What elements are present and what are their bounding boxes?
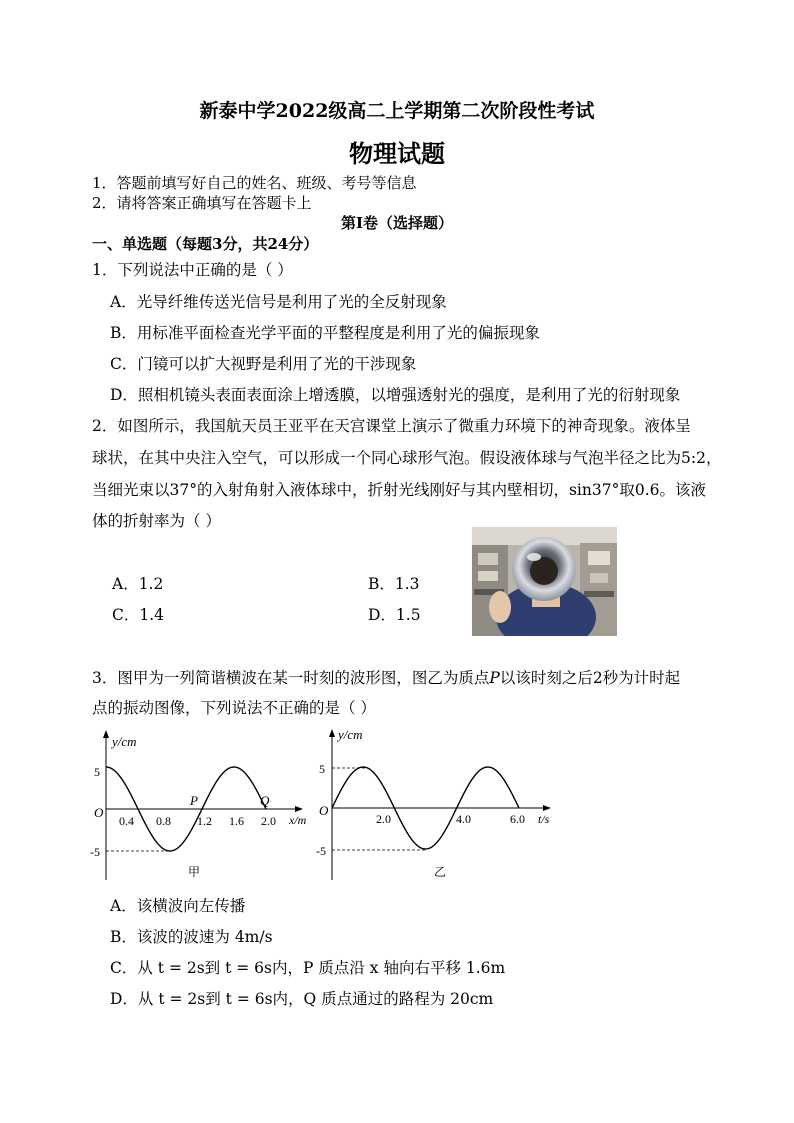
- graph-b-xtick-4.0: 4.0: [456, 812, 471, 826]
- graph-a-ytick-neg5: -5: [90, 845, 100, 859]
- graph-a-ylabel: y/cm: [112, 734, 137, 749]
- question-2-line-1: 2．如图所示，我国航天员王亚平在天宫课堂上演示了微重力环境下的神奇现象。液体呈: [92, 417, 691, 435]
- astronaut-photo: [472, 527, 617, 636]
- graph-b-ylabel: y/cm: [338, 727, 363, 742]
- graph-a-xtick-0.8: 0.8: [156, 814, 171, 828]
- part-title: 第Ⅰ卷（选择题）: [340, 214, 454, 232]
- graph-a-point-p: P: [190, 793, 198, 808]
- question-1-option-a: A．光导纤维传送光信号是利用了光的全反射现象: [110, 293, 447, 311]
- graph-b-ytick-5: 5: [319, 762, 325, 776]
- graph-a-caption: 甲: [188, 865, 201, 879]
- graph-b-ytick-neg5: -5: [316, 844, 326, 858]
- graph-b-xtick-2.0: 2.0: [376, 812, 391, 826]
- question-2-option-b: B．1.3: [368, 575, 420, 593]
- question-2-line-4: 体的折射率为（ ）: [92, 512, 221, 530]
- instruction-2: 2．请将答案正确填写在答题卡上: [92, 194, 312, 212]
- graph-b-xlabel: t/s: [538, 812, 550, 826]
- question-2-option-d: D．1.5: [368, 606, 421, 624]
- graph-a-ytick-5: 5: [94, 765, 100, 779]
- question-1-option-d: D．照相机镜头表面表面涂上增透膜，以增强透射光的强度，是利用了光的衍射现象: [110, 386, 681, 404]
- vibration-graph: [305, 726, 570, 883]
- question-3-point-p: P: [489, 669, 500, 687]
- graph-b-caption: 乙: [434, 865, 447, 879]
- question-2-option-c: C．1.4: [112, 606, 165, 624]
- question-1-stem: 1．下列说法中正确的是（ ）: [92, 261, 293, 279]
- graph-a-xtick-1.2: 1.2: [197, 814, 212, 828]
- question-1-option-c: C．门镜可以扩大视野是利用了光的干涉现象: [110, 355, 417, 373]
- instruction-1: 1．答题前填写好自己的姓名、班级、考号等信息: [92, 174, 417, 192]
- question-3-option-a: A．该横波向左传播: [110, 897, 246, 915]
- question-3-line-2: 点的振动图像，下列说法不正确的是（ ）: [92, 699, 376, 717]
- question-3-option-c: C．从 t = 2s到 t = 6s内，P 质点沿 x 轴向右平移 1.6m: [110, 959, 506, 977]
- graph-a-xtick-1.6: 1.6: [229, 814, 244, 828]
- wave-form-graph: [80, 728, 320, 883]
- question-3-option-d: D．从 t = 2s到 t = 6s内，Q 质点通过的路程为 20cm: [110, 990, 494, 1008]
- question-2-line-3: 当细光束以37°的入射角射入液体球中，折射光线刚好与其内壁相切，sin37°取0.6。该液: [92, 481, 706, 499]
- graph-a-xtick-0.4: 0.4: [119, 814, 134, 828]
- graph-a-origin: O: [94, 805, 104, 820]
- question-3-line-1: [92, 666, 680, 688]
- question-3-option-b: B．该波的波速为 4m/s: [110, 928, 273, 946]
- graph-b-origin: O: [319, 803, 329, 818]
- question-1-option-b: B．用标准平面检查光学平面的平整程度是利用了光的偏振现象: [110, 324, 540, 342]
- question-2-line-2: 球状，在其中央注入空气，可以形成一个同心球形气泡。假设液体球与气泡半径之比为5:2，: [92, 449, 722, 467]
- subject-title: 物理试题: [349, 139, 445, 168]
- section-title: 一、单选题（每题3分，共24分）: [92, 235, 319, 253]
- school-exam-title: 新泰中学2022级高二上学期第二次阶段性考试: [199, 100, 595, 122]
- question-2-option-a: A．1.2: [112, 575, 164, 593]
- graph-a-point-q: Q: [260, 793, 270, 808]
- graph-a-xlabel: x/m: [289, 813, 307, 827]
- question-3-line-1-a: 3．图甲为一列简谐横波在某一时刻的波形图，图乙为质点: [92, 669, 490, 687]
- graph-b-xtick-6.0: 6.0: [510, 812, 525, 826]
- question-3-line-1-b: 以该时刻之后2秒为计时起: [499, 669, 681, 687]
- graph-a-xtick-2.0: 2.0: [261, 814, 276, 828]
